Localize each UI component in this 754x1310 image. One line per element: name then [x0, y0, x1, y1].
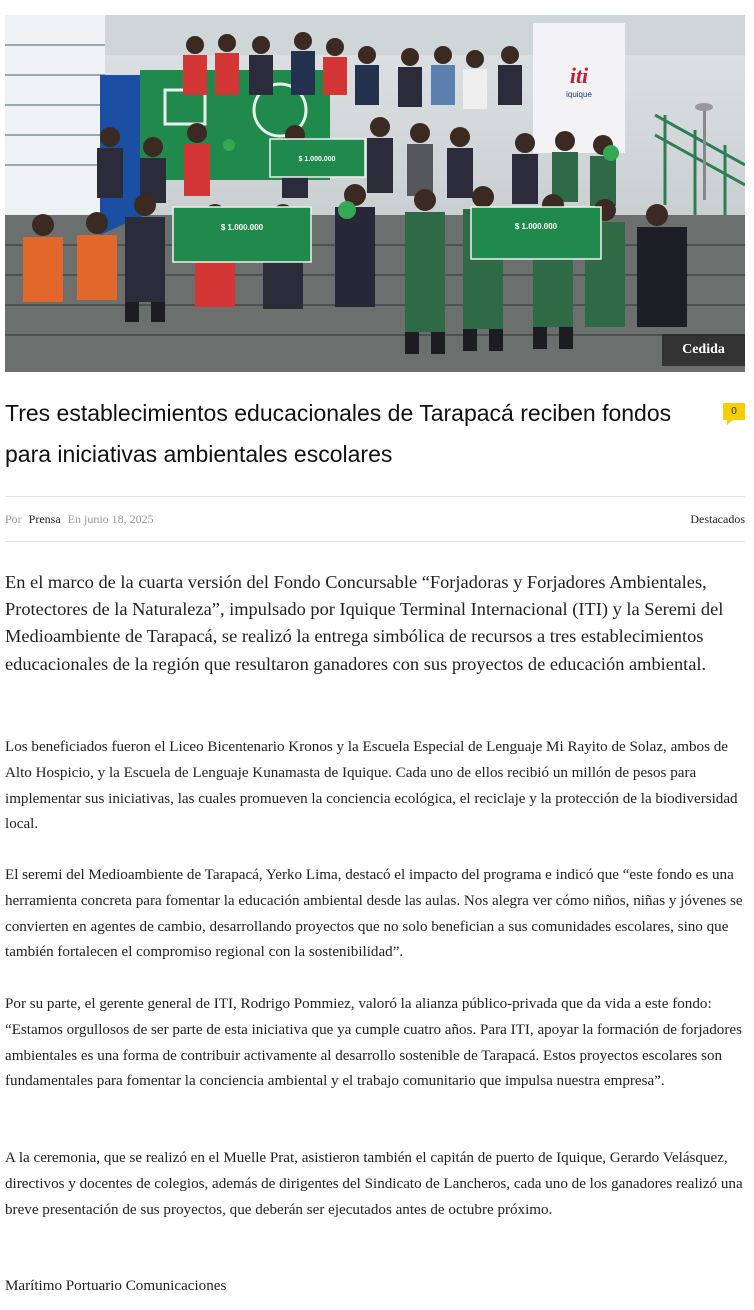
article-meta: [5, 496, 745, 542]
iti-logo-text: iti: [569, 63, 589, 88]
article-paragraph-4: A la ceremonia, que se realizó en el Muelle Prat, asistieron también el capitán de puerto de Iquique, Gerardo Velásquez, directivos y docentes de colegios, además de dirigentes del Sindicato de Lancheros, cada uno de los ganadores realizó una breve presentación de sus proyectos, que deberán ser ejecutados antes de octubre próximo.: [5, 1150, 743, 1218]
iti-logo-subtext: iquique: [566, 90, 592, 99]
article-title: Tres establecimientos educacionales de Tarapacá reciben fondos para iniciativas ambientales escolares: [5, 400, 672, 467]
svg-text:$ 1.000.000: $ 1.000.000: [298, 156, 336, 163]
article-signature: Marítimo Portuario Comunicaciones: [5, 1278, 227, 1294]
meta-date: En junio 18, 2025: [67, 512, 154, 526]
article-photo: [5, 15, 745, 372]
meta-author-link[interactable]: Prensa: [28, 512, 61, 526]
meta-by-label: Por: [5, 512, 22, 526]
meta-category-link[interactable]: Destacados: [690, 512, 745, 526]
group-photo-illustration: [5, 15, 745, 372]
comment-count-badge[interactable]: 0: [723, 403, 745, 420]
article-paragraph-2: El seremi del Medioambiente de Tarapacá, Yerko Lima, destacó el impacto del programa e indicó que “este fondo es una herramienta concreta para fomentar la educación ambiental desde las aulas. Nos alegra ver cómo niños, niñas y jóvenes se convierten en agentes de cambio, desarrollando proyectos que no solo benefician a sus comunidades escolares, sino que también fortalecen el compromiso regional con la sostenibilidad”.: [5, 867, 743, 961]
article-lead: En el marco de la cuarta versión del Fondo Concursable “Forjadoras y Forjadores Ambientales, Protectores de la Naturaleza”, impulsado por Iquique Terminal Internacional (ITI) y la Seremi del Medioambiente de Tarapacá, se realizó la entrega simbólica de recursos a tres establecimientos educacionales de la región que resultaron ganadores con sus proyectos de educación ambiental.: [5, 572, 724, 674]
article-paragraph-1: Los beneficiados fueron el Liceo Bicentenario Kronos y la Escuela Especial de Lenguaje Mi Rayito de Solaz, ambos de Alto Hospicio, y la Escuela de Lenguaje Kunamasta de Iquique. Cada uno de ellos recibió un millón de pesos para implementar sus iniciativas, las cuales promueven la conciencia ecológica, el reciclaje y la protección de la biodiversidad local.: [5, 739, 738, 833]
check-amount-right: $ 1.000.000: [514, 222, 558, 231]
check-amount-left: $ 1.000.000: [220, 223, 264, 232]
article-paragraph-3: Por su parte, el gerente general de ITI, Rodrigo Pommiez, valoró la alianza público-privada que da vida a este fondo: “Estamos orgullosos de ser parte de esta iniciativa que ya cumple cuatro años. Para ITI, apoyar la formación de forjadores ambientales es una forma de contribuir activamente al desarrollo sostenible de Tarapacá. Estos proyectos escolares son fundamentales para fomentar la conciencia ambiental y el trabajo comunitario que impulsa nuestra empresa”.: [5, 996, 742, 1090]
photo-credit: Cedida: [662, 334, 745, 366]
